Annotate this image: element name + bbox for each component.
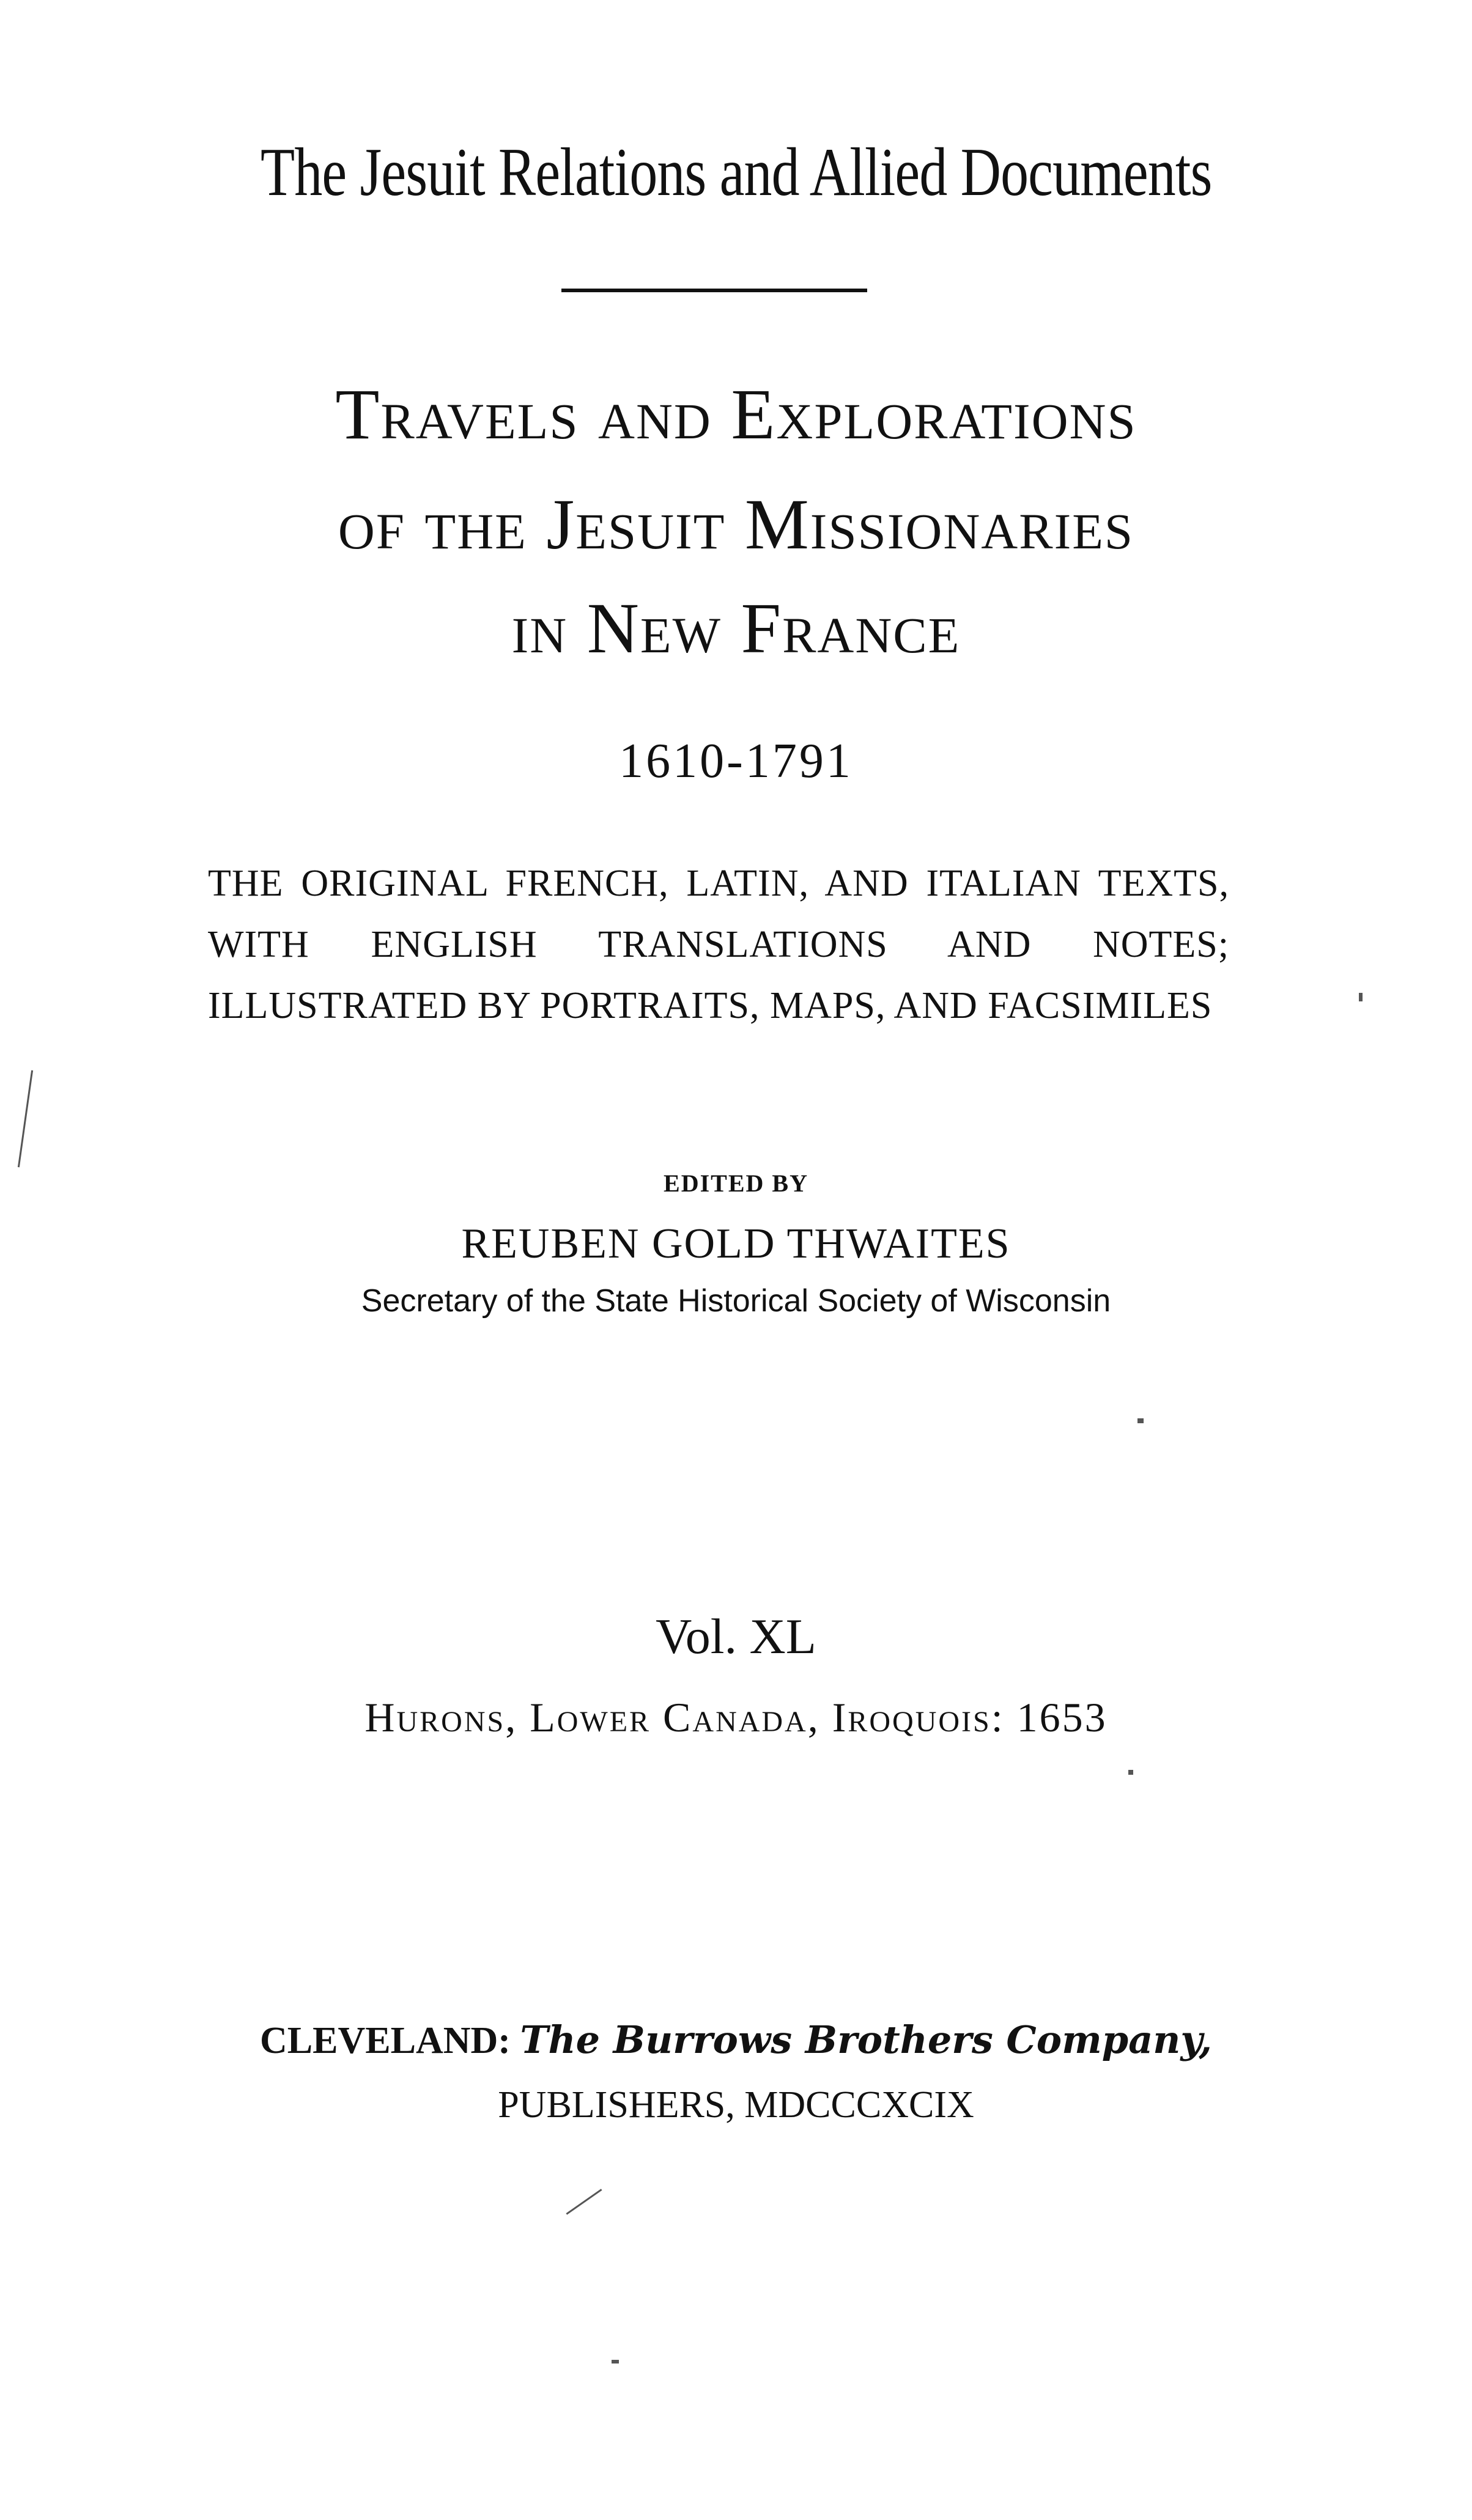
scan-speck xyxy=(566,2189,602,2215)
imprint-publisher-name: The Burrows Brothers Company, xyxy=(520,2017,1213,2062)
editor-name: REUBEN GOLD THWAITES xyxy=(461,1220,1011,1267)
scan-speck xyxy=(1359,993,1363,1001)
series-title: The Jesuit Relations and Allied Documents xyxy=(261,134,1212,210)
imprint-line-2 xyxy=(0,2083,1472,2127)
volume-number: Vol. XL xyxy=(656,1608,816,1664)
scan-speck xyxy=(1137,1418,1144,1423)
edition-description: THE ORIGINAL FRENCH, LATIN, AND ITALIAN TEXTS, WITH ENGLISH TRANSLATIONS AND NOTES; ILLUSTRATED BY PORTRAITS, MAPS, AND FACSIMILES xyxy=(208,863,1229,1026)
main-title-line-2: of the Jesuit Missionaries xyxy=(338,484,1134,564)
editor-title: Secretary of the State Historical Society of Wisconsin xyxy=(361,1283,1111,1319)
scan-speck xyxy=(612,2360,619,2363)
imprint-line-1 xyxy=(0,2017,1472,2063)
scan-speck xyxy=(18,1070,33,1168)
imprint-year: MDCCCXCIX xyxy=(744,2084,974,2126)
edited-by-label: EDITED BY xyxy=(664,1170,808,1197)
main-title-line-3: in New France xyxy=(511,588,961,668)
volume-subjects: Hurons, Lower Canada, Iroquois: 1653 xyxy=(364,1694,1108,1741)
main-title-line-1: Travels and Explorations xyxy=(335,374,1137,454)
title-rule xyxy=(561,289,867,292)
date-range: 1610-1791 xyxy=(619,734,853,788)
imprint-city: CLEVELAND: xyxy=(259,2020,511,2061)
imprint-publishers-label: PUBLISHERS, xyxy=(498,2084,735,2126)
scan-speck xyxy=(1128,1770,1133,1775)
